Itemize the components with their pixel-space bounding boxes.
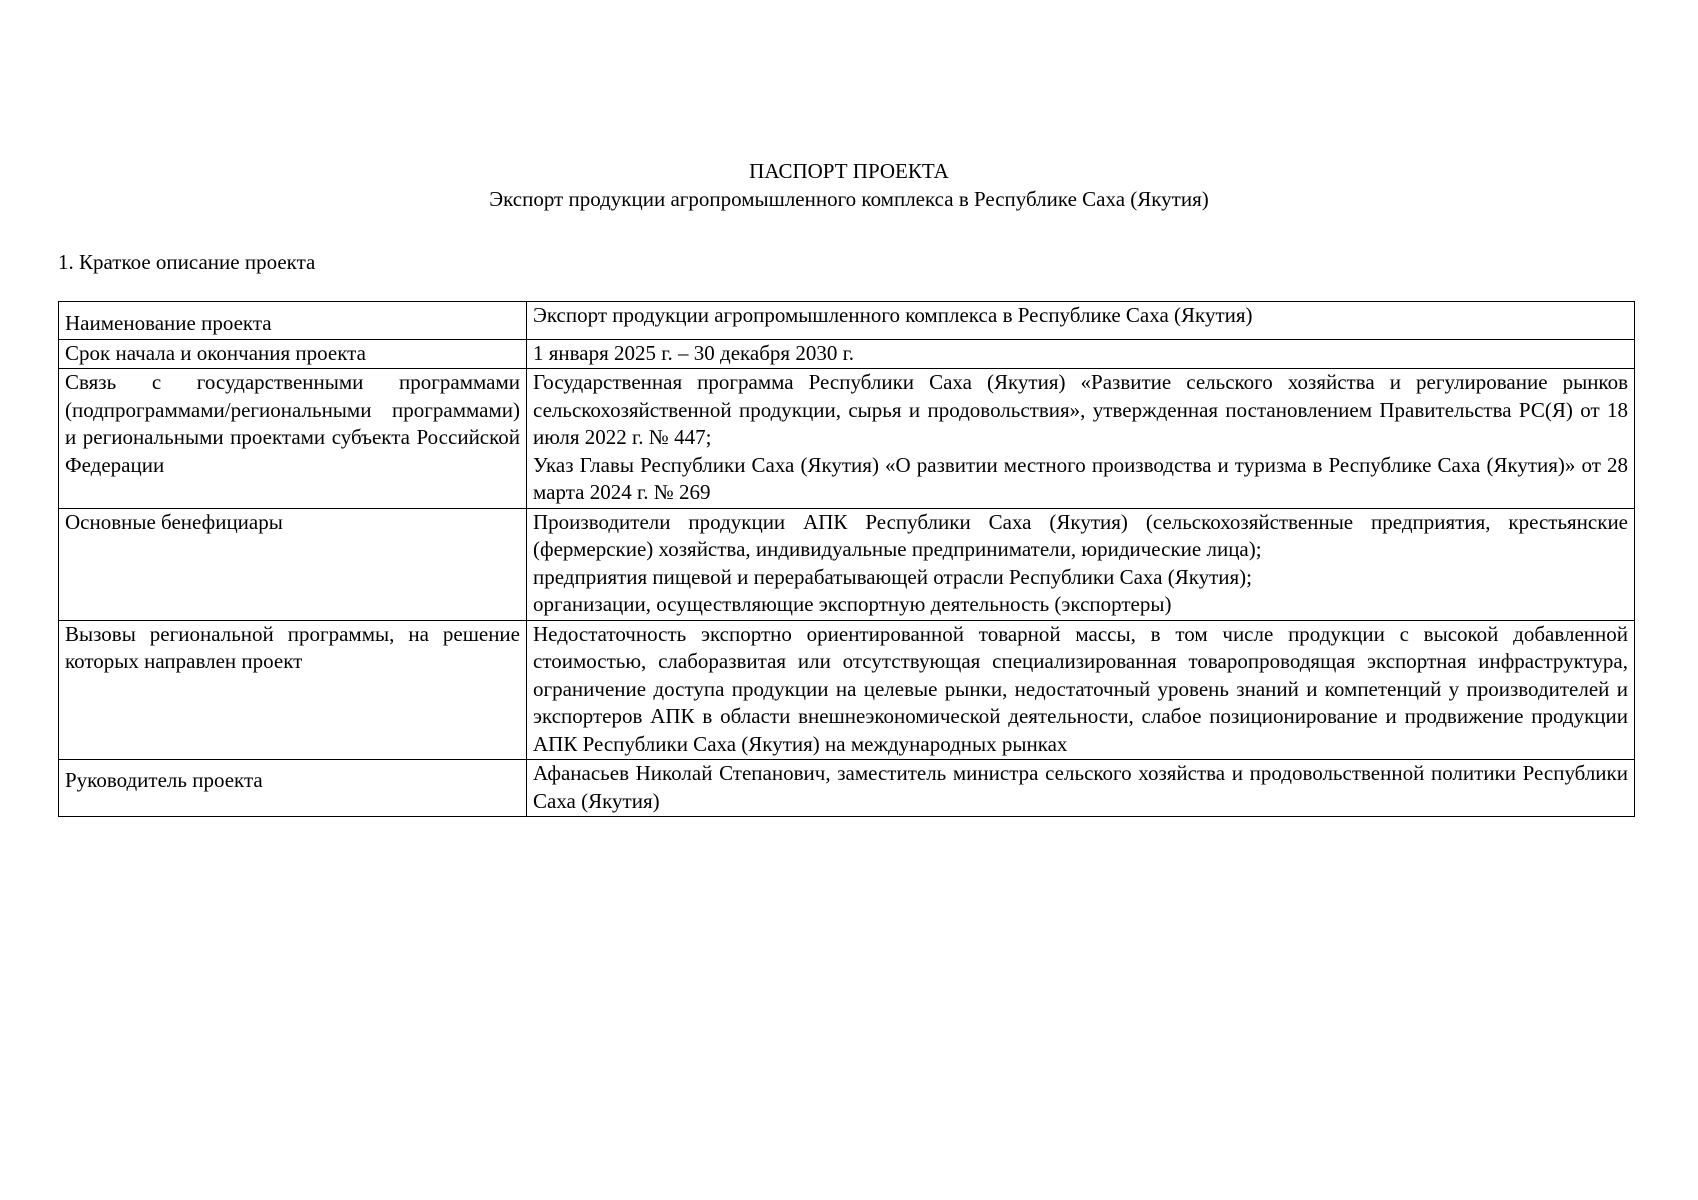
- row-label-program-links: Связь с государственными программами (подпрограммами/региональными программами) и региональными проектами субъекта Российской Федерации: [59, 369, 527, 509]
- row-label-beneficiaries: Основные бенефициары: [59, 508, 527, 620]
- row-value-beneficiaries: [527, 508, 1635, 620]
- value-paragraph: Указ Главы Республики Саха (Якутия) «О развитии местного производства и туризма в Республике Саха (Якутия)» от 28 марта 2024 г. № 269: [533, 452, 1628, 504]
- document-subtitle: Экспорт продукции агропромышленного комплекса в Республике Саха (Якутия): [489, 187, 1209, 211]
- section-heading: 1. Краткое описание проекта: [58, 250, 316, 274]
- table-row: [59, 508, 1635, 620]
- value-paragraph: Государственная программа Республики Саха (Якутия) «Развитие сельского хозяйства и регулирование рынков сельскохозяйственной продукции, сырья и продовольствия», утвержденная постановлением Правительства РС(Я) от 18 июля 2022 г. № 447;: [533, 370, 1628, 449]
- value-paragraph: предприятия пищевой и перерабатывающей отрасли Республики Саха (Якутия);: [533, 564, 1253, 589]
- row-value-project-lead: [527, 760, 1635, 817]
- table-row: [59, 369, 1635, 509]
- value-paragraph: Афанасьев Николай Степанович, заместитель министра сельского хозяйства и продовольственной политики Республики Саха (Якутия): [533, 761, 1628, 813]
- row-value-project-name: [527, 302, 1635, 340]
- row-label-project-lead: Руководитель проекта: [59, 760, 527, 817]
- value-paragraph: Производители продукции АПК Республики Саха (Якутия) (сельскохозяйственные предприятия, крестьянские (фермерские) хозяйства, индивидуальные предприниматели, юридические лица);: [533, 509, 1628, 561]
- value-paragraph: Недостаточность экспортно ориентированной товарной массы, в том числе продукции с высокой добавленной стоимостью, слаборазвитая или отсутствующая специализированная товаропроводящая экспортная инфраструктура, ограничение доступа продукции на целевые рынки, недостаточный уровень знаний и компетенций у производителей и экспортеров АПК в области внешнеэкономической деятельности, слабое позиционирование и продвижение продукции АПК Республики Саха (Якутия) на международных рынках: [533, 621, 1628, 756]
- table-row: [59, 302, 1635, 340]
- row-label-project-period: Срок начала и окончания проекта: [59, 339, 527, 369]
- row-label-project-name: Наименование проекта: [59, 302, 527, 340]
- project-passport-table: [58, 301, 1635, 817]
- value-paragraph: Экспорт продукции агропромышленного комплекса в Республике Саха (Якутия): [533, 303, 1253, 327]
- table-row: [59, 620, 1635, 760]
- row-label-challenges: Вызовы региональной программы, на решение которых направлен проект: [59, 620, 527, 760]
- table-row: [59, 760, 1635, 817]
- row-value-program-links: [527, 369, 1635, 509]
- document-header: [0, 157, 1698, 213]
- document-title: ПАСПОРТ ПРОЕКТА: [749, 159, 949, 183]
- value-paragraph: 1 января 2025 г. – 30 декабря 2030 г.: [533, 340, 855, 365]
- value-paragraph: организации, осуществляющие экспортную деятельность (экспортеры): [533, 592, 1172, 616]
- row-value-project-period: [527, 339, 1635, 369]
- row-value-challenges: [527, 620, 1635, 760]
- table-row: [59, 339, 1635, 369]
